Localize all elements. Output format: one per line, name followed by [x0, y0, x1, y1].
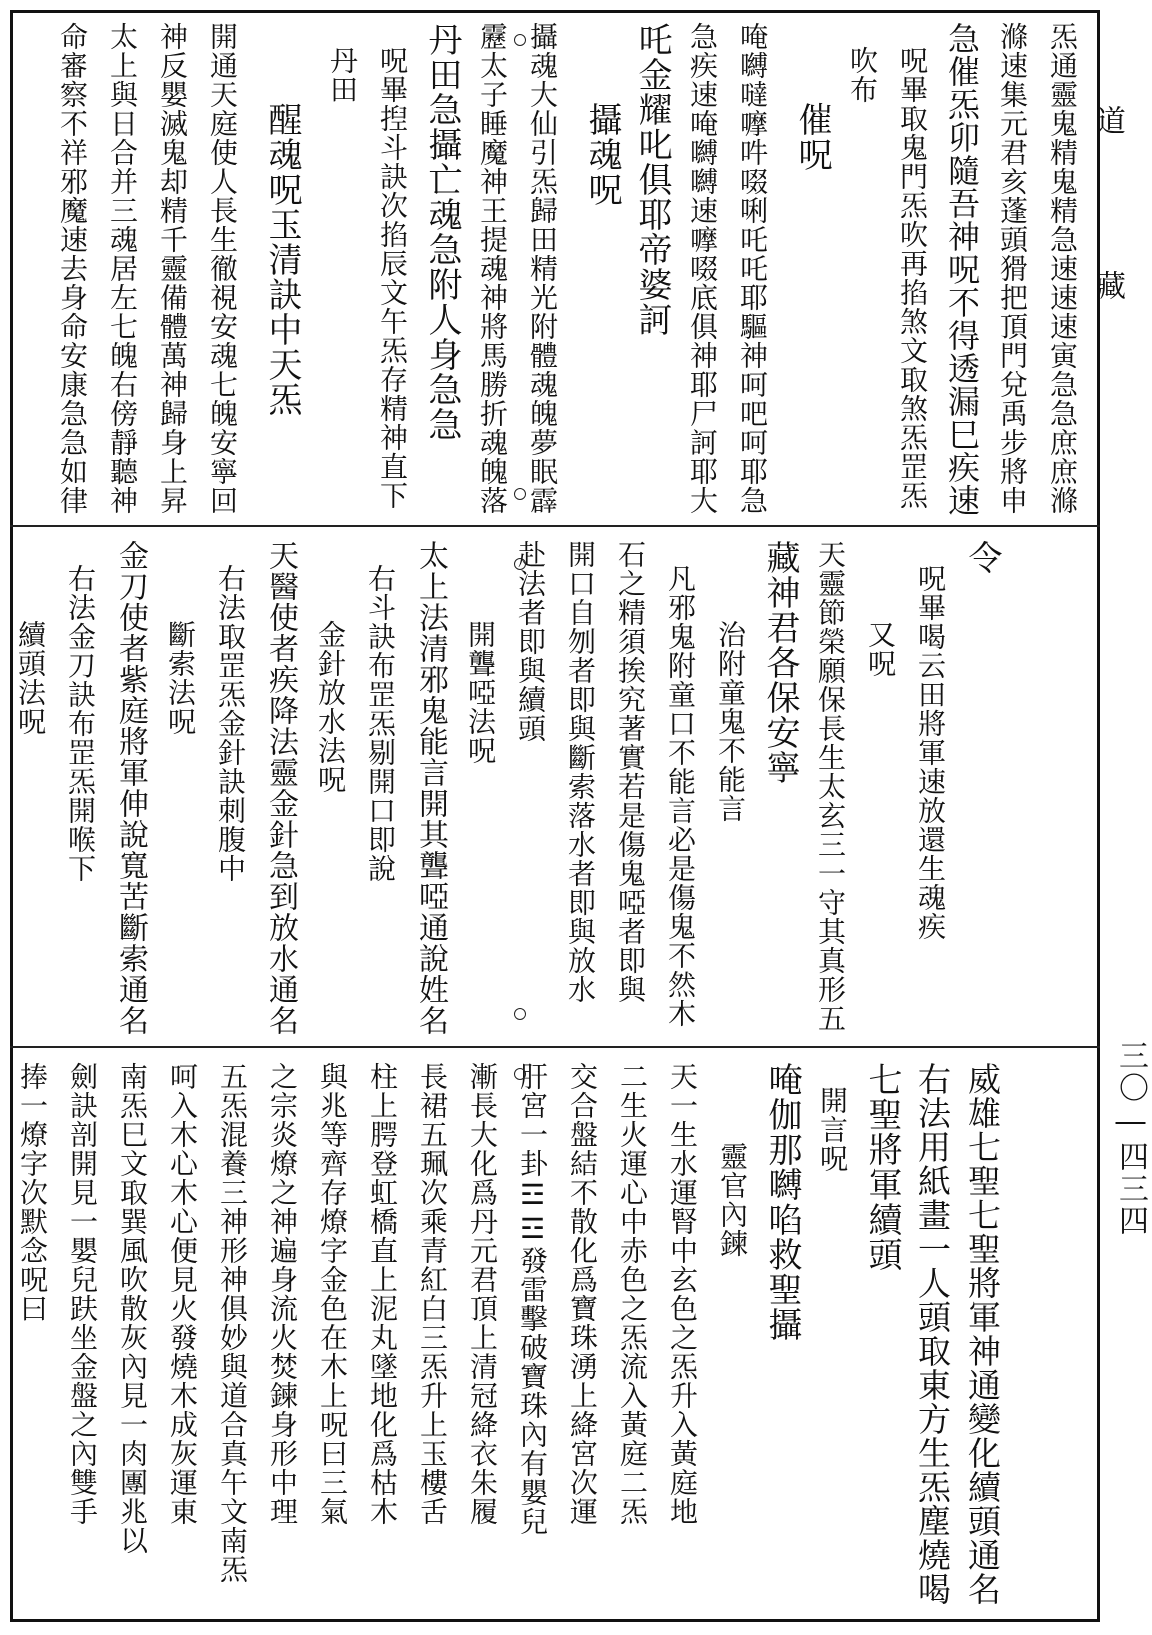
text-column: 漸長大化爲丹元君頂上清冠絳衣朱履 — [466, 1062, 499, 1526]
section-heading: 攝魂呪 — [582, 102, 622, 207]
text-column: 太上法清邪鬼能言開其聾啞通說姓名 — [413, 540, 448, 1036]
text-column: 右法取罡炁金針訣刺腹中 — [214, 564, 247, 883]
text-column: 金刀使者紫庭將軍伸說寬苦斷索通名 — [113, 540, 148, 1036]
text-column: 吹布 — [846, 46, 879, 104]
section-heading: 金針放水法呪 — [314, 620, 347, 794]
text-column: 太上與日合并三魂居左七魄右傍靜聽神 — [106, 22, 139, 515]
text-column: 二生火運心中赤色之炁流入黃庭二炁 — [616, 1062, 649, 1526]
text-column: 令 — [962, 540, 1002, 575]
text-column: 劍訣剖開見一嬰兒趺坐金盤之內雙手 — [66, 1062, 99, 1526]
panel-divider-top — [10, 525, 1100, 527]
text-column: 肝宮一卦☲☲發雷擊破寶珠內有嬰兒 — [516, 1062, 549, 1536]
text-column: 又呪 — [864, 620, 897, 678]
section-marker-circle — [514, 488, 526, 500]
section-heading: 開言呪 — [816, 1086, 849, 1173]
section-marker-circle — [514, 1068, 526, 1080]
text-column: 吒金耀叱俱耶帝婆訶 — [632, 22, 672, 337]
text-column: 天一生水運腎中玄色之炁升入黃庭地 — [666, 1062, 699, 1526]
text-column: 急疾速唵嚩嚩速嚤啜底俱神耶尸訶耶大 — [686, 22, 719, 515]
text-column: 天靈節榮願保長生太玄三一守其真形五 — [814, 540, 847, 1033]
text-column: 之宗炎燎之神遍身流火焚鍊身形中理 — [266, 1062, 299, 1526]
text-column: 捧一燎字次默念呪曰 — [16, 1062, 49, 1323]
text-column: 南炁巳文取巽風吹散灰內見一肉團兆以 — [116, 1062, 149, 1555]
text-column: 急催炁卯隨吾神呪不得透漏巳疾速 — [943, 22, 981, 517]
text-column: 丹田急攝亡魂急附人身急急 — [422, 22, 462, 442]
text-column: 右法用紙畫一人頭取東方生炁塵燒喝 — [913, 1062, 952, 1606]
text-column: 赴法者即與續頭 — [514, 540, 547, 743]
text-column: 靂太子睡魔神王提魂神將馬勝折魂魄落 — [476, 22, 509, 515]
text-column: 唵伽那嚩啗救聖攝 — [762, 1062, 802, 1342]
text-column: 交合盤結不散化爲寶珠湧上絳宮次運 — [566, 1062, 599, 1526]
text-column: 凡邪鬼附童口不能言必是傷鬼不然木 — [664, 564, 697, 1028]
text-column: 右法金刀訣布罡炁開喉下 — [64, 564, 97, 883]
text-column: 石之精須挨究著實若是傷鬼啞者即與 — [614, 540, 647, 1004]
collection-title-char-2: 藏 — [1090, 270, 1125, 300]
page-number: 三〇―四三四 — [1113, 1040, 1148, 1237]
text-column: 呪畢揑斗訣次掐辰文午炁存精神直下 — [376, 46, 409, 510]
text-column: 柱上腭登虹橋直上泥丸墜地化爲枯木 — [366, 1062, 399, 1526]
text-column: 唵嚩噠嚤吽啜唎吒吒耶驅神呵吧呵耶急 — [736, 22, 769, 515]
text-column: 攝魂大仙引炁歸田精光附體魂魄夢眠霹 — [526, 22, 559, 515]
text-column: 五炁混養三神形神俱妙與道合真午文南炁 — [216, 1062, 249, 1584]
text-column: 命審察不祥邪魔速去身命安康急急如律 — [56, 22, 89, 515]
section-marker-circle — [514, 558, 526, 570]
section-heading: 靈官內鍊 — [716, 1142, 749, 1258]
text-column: 開口自刎者即與斷索落水者即與放水 — [564, 540, 597, 1004]
text-column: 七聖將軍續頭 — [862, 1062, 902, 1272]
panel-bottom — [16, 1062, 1080, 1612]
section-heading: 醒魂呪玉清訣中天炁 — [262, 102, 302, 417]
section-marker-circle — [514, 1008, 526, 1020]
text-column: 藏神君各保安寧 — [760, 540, 800, 785]
text-column: 丹田 — [326, 46, 359, 104]
panel-middle — [14, 540, 1080, 1040]
section-heading: 斷索法呪 — [164, 620, 197, 736]
text-column: 開通天庭使人長生徹視安魂七魄安寧回 — [206, 22, 239, 515]
section-heading: 續頭法呪 — [14, 620, 47, 736]
text-column: 與兆等齊存燎字金色在木上呪曰三氣 — [316, 1062, 349, 1526]
collection-title-char-1: 道 — [1090, 105, 1125, 135]
text-column: 神反嬰滅鬼却精千靈備體萬神歸身上昇 — [156, 22, 189, 515]
section-heading: 催呪 — [792, 102, 832, 172]
text-column: 右斗訣布罡炁剔開口即說 — [364, 564, 397, 883]
panel-divider-bottom — [10, 1046, 1100, 1048]
text-column: 威雄七聖七聖將軍神通變化續頭通名 — [963, 1062, 1002, 1606]
text-column: 呵入木心木心便見火發燒木成灰運東 — [166, 1062, 199, 1526]
section-heading: 治附童鬼不能言 — [714, 620, 747, 823]
text-column: 長裙五珮次乘青紅白三炁升上玉樓舌 — [416, 1062, 449, 1526]
text-column: 滌速集元君亥蓬頭猾把頂門兌禹步將申 — [996, 22, 1029, 515]
section-marker-circle — [514, 34, 526, 46]
section-heading: 開聾啞法呪 — [464, 620, 497, 765]
text-column: 天醫使者疾降法靈金針急到放水通名 — [263, 540, 298, 1036]
text-column: 呪畢取鬼門炁吹再掐煞文取煞炁罡炁 — [896, 46, 929, 510]
text-column: 呪畢喝云田將軍速放還生魂疾 — [914, 564, 947, 941]
panel-top — [40, 22, 1080, 518]
text-column: 炁通靈鬼精鬼精急速速速寅急急庶庶滌 — [1046, 22, 1079, 515]
